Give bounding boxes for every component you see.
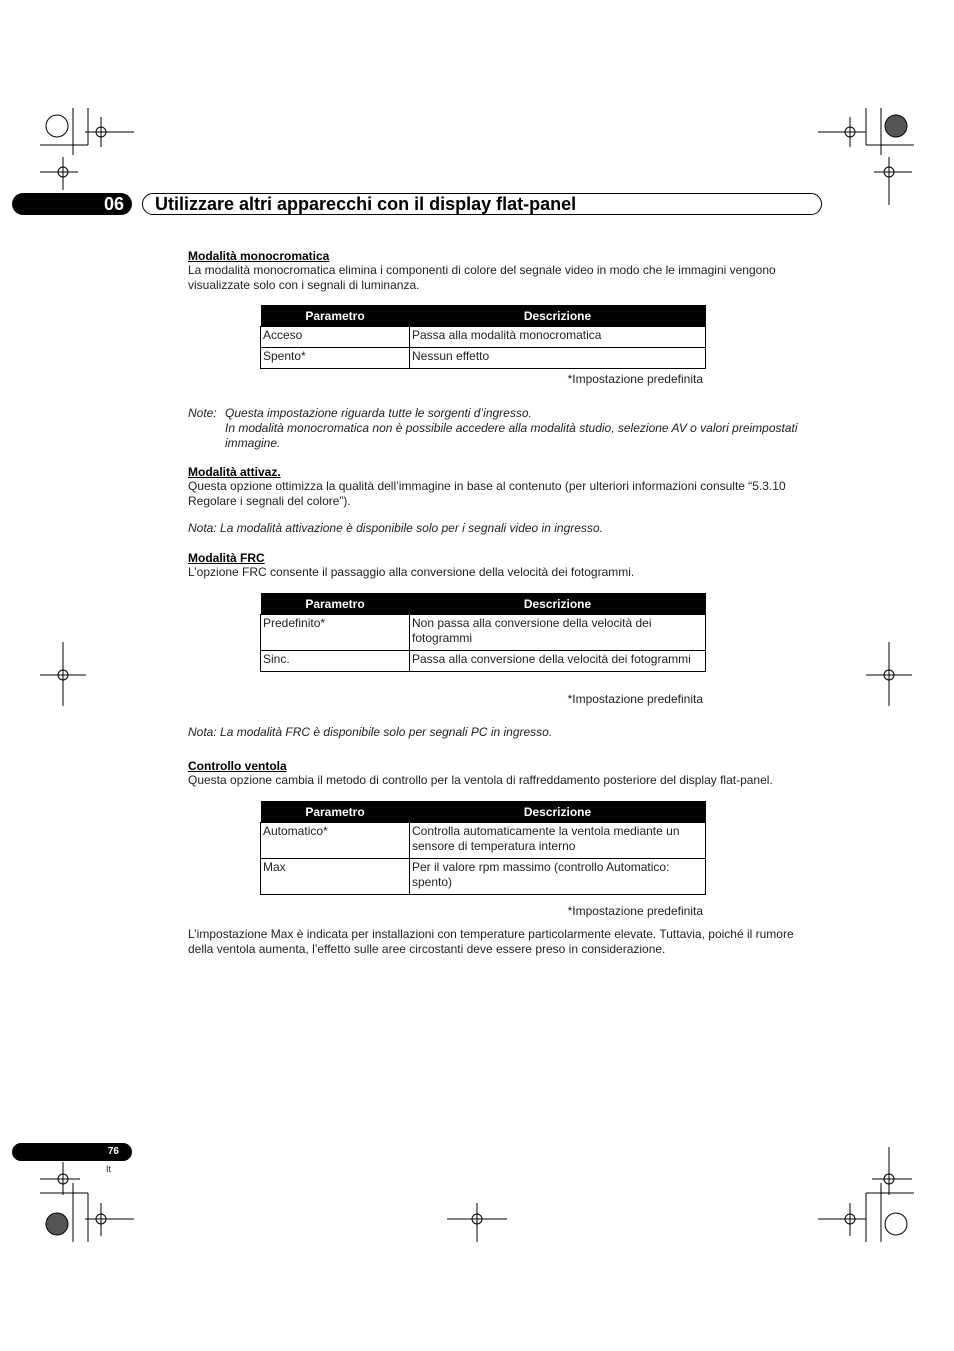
table-row [261, 823, 706, 859]
section-text-activ: Questa opzione ottimizza la qualità dell’immagine in base al contenuto (per ulteriori informazioni consulte “5.3.10 Regolare i segnali del colore”). [188, 479, 786, 508]
section-title-fan: Controllo ventola [188, 759, 287, 773]
table-header-param: Parametro [261, 305, 410, 327]
note-frc: Nota: La modalità FRC è disponibile solo per segnali PC in ingresso. [188, 725, 553, 739]
note-activ: Nota: La modalità attivazione è disponibile solo per i segnali video in ingresso. [188, 521, 603, 535]
table-row [261, 651, 706, 672]
table-row [261, 327, 706, 348]
default-note: *Impostazione predefinita [567, 692, 703, 706]
section-text-mono: La modalità monocromatica elimina i componenti di colore del segnale video in modo che le immagini vengono visualizzate solo con i segnali di luminanza. [188, 263, 776, 292]
note-label: Note: [188, 406, 217, 420]
table-cell: Spento* [261, 348, 410, 369]
table-mono [260, 305, 706, 369]
table-row [261, 348, 706, 369]
table-cell: Non passa alla conversione della velocità dei fotogrammi [410, 615, 706, 651]
table-frc [260, 593, 706, 672]
table-header-param: Parametro [261, 801, 410, 823]
page-number-badge [12, 1143, 132, 1161]
chapter-number: 06 [103, 194, 124, 214]
note-text [225, 406, 805, 451]
note-line: Questa impostazione riguarda tutte le sorgenti d’ingresso. [225, 406, 532, 420]
page-number: 76 [107, 1146, 119, 1157]
section-text-frc: L’opzione FRC consente il passaggio alla conversione della velocità dei fotogrammi. [188, 565, 635, 579]
default-note: *Impostazione predefinita [567, 904, 703, 918]
table-header-param: Parametro [261, 593, 410, 615]
section-title-mono: Modalità monocromatica [188, 249, 330, 263]
language-code: It [106, 1164, 112, 1174]
table-cell: Sinc. [261, 651, 410, 672]
chapter-title: Utilizzare altri apparecchi con il display flat-panel [155, 194, 577, 214]
table-cell: Automatico* [261, 823, 410, 859]
table-cell: Per il valore rpm massimo (controllo Automatico: spento) [410, 859, 706, 895]
table-header-desc: Descrizione [410, 801, 706, 823]
section-footer-text-fan: L’impostazione Max è indicata per installazioni con temperature particolarmente elevate. Tuttavia, poiché il rumore della ventola aumenta, l’effetto sulle aree circostanti deve essere preso in considerazione. [188, 927, 794, 956]
section-text-fan: Questa opzione cambia il metodo di controllo per la ventola di raffreddamento posteriore del display flat-panel. [188, 773, 773, 787]
table-row [261, 615, 706, 651]
table-cell: Passa alla modalità monocromatica [410, 327, 706, 348]
table-cell: Passa alla conversione della velocità dei fotogrammi [410, 651, 706, 672]
section-title-frc: Modalità FRC [188, 551, 265, 565]
chapter-title-bar [142, 193, 822, 215]
table-cell: Predefinito* [261, 615, 410, 651]
table-cell: Controlla automaticamente la ventola mediante un sensore di temperatura interno [410, 823, 706, 859]
table-fan [260, 801, 706, 895]
table-cell: Nessun effetto [410, 348, 706, 369]
table-cell: Max [261, 859, 410, 895]
section-title-activ: Modalità attivaz. [188, 465, 281, 479]
default-note: *Impostazione predefinita [567, 372, 703, 386]
table-cell: Acceso [261, 327, 410, 348]
chapter-badge [12, 193, 132, 215]
table-header-desc: Descrizione [410, 305, 706, 327]
table-row [261, 859, 706, 895]
table-header-desc: Descrizione [410, 593, 706, 615]
note-line: In modalità monocromatica non è possibile accedere alla modalità studio, selezione AV o valori preimpostati immagine. [225, 421, 798, 450]
